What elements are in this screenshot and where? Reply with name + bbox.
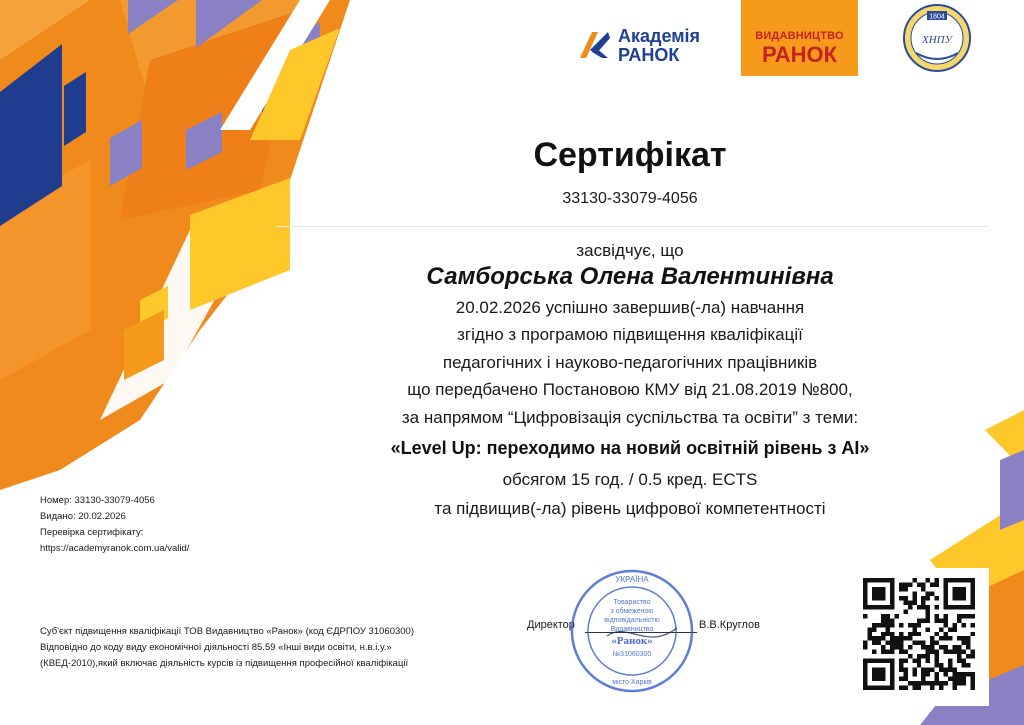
course-volume: обсягом 15 год. / 0.5 кред. ECTS [502,470,758,489]
academia-name-line2: РАНОК [618,45,680,65]
signature-name: В.В.Круглов [699,619,760,631]
meta-verify-url[interactable]: https://academyranok.com.ua/valid/ [40,543,190,554]
university-seal-icon [902,3,972,73]
recipient-name: Самборська Олена Валентинівна [426,263,834,290]
meta-number: Номер: 33130-33079-4056 [40,495,155,506]
legal-line-2: Відповідно до коду виду економічної діяльності 85.59 «Інші види освіти, н.в.і.у.» [40,642,392,653]
signature-role: Директор [527,619,575,631]
certificate-meta [40,493,189,557]
publisher-name-line1: ВИДАВНИЦТВО [755,30,844,42]
stamp-inner-2: з обмеженою [610,608,654,615]
stamp-city: місто Харків [612,679,652,686]
university-seal-year: 1804 [929,13,945,21]
stamp-code: №31060300 [612,651,652,658]
direction-line: за напрямом “Цифровізація суспільства та освіти” з теми: [401,408,859,427]
competence-line: та підвищив(-ла) рівень цифрової компетентності [434,499,826,518]
university-seal-abbr: ХНПУ [921,34,953,46]
stamp-company: «Ранок» [611,635,653,647]
resolution-line: що передбачено Постановою КМУ від 21.08.2019 №800, [407,380,853,399]
company-stamp [567,566,697,696]
publisher-ranok-logo [741,0,858,76]
academia-mark-icon [578,28,612,62]
program-line: згідно з програмою підвищення кваліфікації [457,325,803,344]
publisher-name-line2: РАНОК [761,42,838,67]
academia-ranok-logo [578,26,718,66]
stamp-country: УКРАЇНА [615,575,649,584]
legal-footer [40,624,414,672]
academia-name-line1: Академія [618,26,701,46]
title-divider [276,226,988,227]
qr-code-icon[interactable] [863,578,975,690]
stamp-inner-1: Товариство [613,599,651,606]
staff-line: педагогічних і науково-педагогічних працівників [442,353,818,372]
certifies-text: засвідчує, що [576,241,684,260]
certificate-title: Сертифікат [533,136,727,174]
stamp-inner-4: Видавництво [610,626,654,633]
stamp-inner-3: відповідальністю [604,617,660,624]
legal-line-3: (КВЕД-2010),який включає діяльність курсів із підвищення професійної кваліфікації [40,658,409,669]
meta-issued: Видано: 20.02.2026 [40,511,126,522]
legal-line-1: Суб'єкт підвищення кваліфікації ТОВ Видавництво «Ранок» (код ЄДРПОУ 31060300) [40,626,414,637]
certificate-number: 33130-33079-4056 [562,190,698,207]
meta-verify-label: Перевірка сертифікату: [40,527,144,538]
course-topic: «Level Up: переходимо на новий освітній рівень з AI» [390,438,870,458]
completion-line: 20.02.2026 успішно завершив(-ла) навчання [455,298,805,317]
